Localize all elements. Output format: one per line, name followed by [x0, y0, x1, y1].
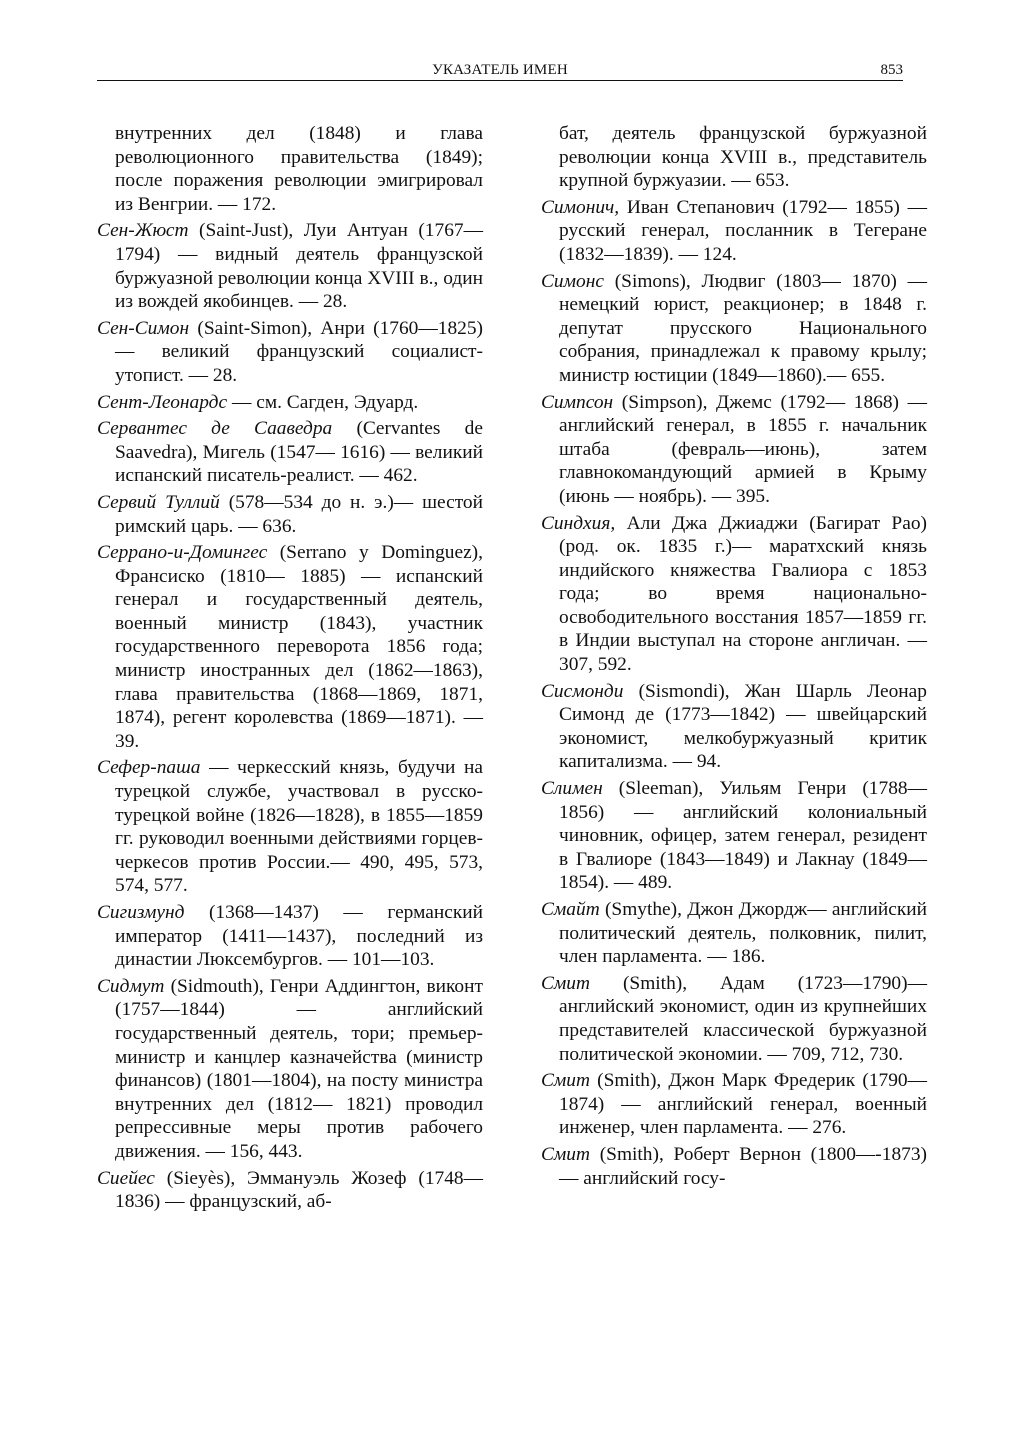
- entry-name: Сервий Туллий: [97, 491, 220, 513]
- entry-name: Симпсон: [541, 391, 614, 413]
- entry-text: (Cervantes de Saavedra), Мигель (1547— 1616) — великий испанский писатель-реалист. — 462.: [115, 418, 483, 487]
- entry-name: Смайт: [541, 899, 600, 920]
- index-entry: [541, 512, 927, 677]
- entry-name: Симонич,: [541, 196, 620, 218]
- index-entry: [541, 122, 927, 193]
- entry-name: Смит: [541, 972, 591, 994]
- entry-text: (Saint-Just), Луи Антуан (1767—1794) — видный деятель французской буржуазной революции конца XVIII в., один из вождей якобинцев. — 28.: [115, 220, 483, 313]
- entry-name: Сигизмунд: [97, 902, 185, 923]
- entry-name: Симонс: [541, 270, 604, 292]
- left-column: [97, 122, 483, 1217]
- entry-text: Али Джа Джиаджи (Багират Рао) (род. ок. 1835 г.)— маратхский князь индийского княжества Гвалиора с 1853 года; во время национально-освободительного восстания 1857—1859 гг. в Индии выступал на стороне англичан. — 307, 592.: [559, 512, 927, 676]
- running-header: [97, 60, 903, 81]
- entry-name: Сервантес де Сааведра: [97, 418, 333, 440]
- entry-text: (Smith), Роберт Вернон (1800—-1873) — английский госу-: [559, 1143, 927, 1189]
- index-entry: [541, 972, 927, 1066]
- entry-text: (Saint-Simon), Анри (1760—1825) — великий французский социалист-утопист. — 28.: [115, 317, 483, 386]
- entry-name: Синдхия,: [541, 512, 616, 534]
- index-entry: [541, 777, 927, 895]
- page-number: 853: [880, 62, 903, 78]
- index-entry: [97, 541, 483, 753]
- entry-name: Сидмут: [97, 975, 165, 997]
- index-entry: [97, 756, 483, 898]
- entry-text: Иван Степанович (1792— 1855) — русский генерал, посланник в Тегеране (1832—1839). — 124.: [559, 196, 927, 265]
- entry-text: — черкесский князь, будучи на турецкой службе, участвовал в русско-турецкой войне (1826—1828), в 1855—1859 гг. руководил военными действиями горцев-черкесов против России.— 490, 495, 573, 574, 577.: [115, 757, 483, 897]
- entry-name: Сен-Симон: [97, 317, 190, 339]
- entry-name: Сент-Леонардс: [97, 391, 228, 413]
- index-entry: [97, 122, 483, 216]
- index-entry: [97, 219, 483, 313]
- index-entry: [541, 680, 927, 774]
- entry-text: — см. Сагден, Эдуард.: [231, 391, 419, 413]
- entry-name: Слимен: [541, 778, 603, 800]
- index-entry: [97, 1167, 483, 1214]
- index-entry: [97, 391, 483, 415]
- index-entry: [97, 901, 483, 972]
- entry-text: бат, деятель французской буржуазной революции конца XVIII в., представитель крупной буржуазии. — 653.: [559, 123, 927, 192]
- entry-text: внутренних дел (1848) и глава революционного правительства (1849); после поражения революции эмигрировал из Венгрии. — 172.: [115, 123, 483, 215]
- index-entry: [97, 491, 483, 538]
- entry-text: (Sleeman), Уильям Генри (1788—1856) — английский колониальный чиновник, офицер, затем генерал, резидент в Гвалиоре (1843—1849) и Лакнау (1849— 1854). — 489.: [559, 778, 927, 894]
- index-entry: [541, 898, 927, 969]
- entry-text: (Smith), Джон Марк Фредерик (1790—1874) — английский генерал, военный инженер, член парламента. — 276.: [559, 1070, 927, 1139]
- entry-text: (Sismondi), Жан Шарль Леонар Симонд де (1773—1842) — швейцарский экономист, мелкобуржуазный критик капитализма. — 94.: [559, 680, 927, 773]
- index-entry: [541, 1143, 927, 1190]
- entry-text: (Serrano y Dominguez), Франсиско (1810— 1885) — испанский генерал и государственный деятель, военный министр (1843), участник государственного переворота 1856 года; министр иностранных дел (1862—1863), глава правительства (1868—1869, 1871, 1874), регент королевства (1869—1871). — 39.: [115, 542, 483, 752]
- index-entry: [541, 270, 927, 388]
- entry-text: (Simons), Людвиг (1803— 1870) — немецкий юрист, реакционер; в 1848 г. депутат прусского Национального собрания, принадлежал к правому крылу; министр юстиции (1849—1860).— 655.: [559, 270, 927, 386]
- entry-name: Сефер-паша: [97, 757, 201, 779]
- entry-name: Сен-Жюст: [97, 220, 189, 242]
- entry-name: Сисмонди: [541, 680, 624, 702]
- entry-name: Серрано-и-Домингес: [97, 542, 268, 564]
- entry-name: Смит: [541, 1143, 591, 1165]
- header-title: УКАЗАТЕЛЬ ИМЕН: [432, 62, 568, 78]
- entry-text: (Simpson), Джемс (1792— 1868) — английский генерал, в 1855 г. начальник штаба (февраль—июнь), затем главнокомандующий армией в Крыму (июнь — ноябрь). — 395.: [559, 391, 927, 507]
- right-column: [541, 122, 927, 1193]
- entry-name: Смит: [541, 1070, 591, 1092]
- entry-text: (Smith), Адам (1723—1790)— английский экономист, один из крупнейших представителей классической буржуазной политической экономии. — 709, 712, 730.: [559, 972, 927, 1065]
- index-entry: [541, 391, 927, 509]
- index-entry: [541, 196, 927, 267]
- entry-text: (1368—1437) — германский император (1411—1437), последний из династии Люксембургов. — 101—103.: [115, 902, 483, 971]
- entry-name: Сиейес: [97, 1167, 155, 1189]
- entry-text: (Sidmouth), Генри Аддингтон, виконт (1757—1844) — английский государственный деятель, тори; премьер-министр и канцлер казначейства (министр финансов) (1801—1804), на посту министра внутренних дел (1812— 1821) проводил репрессивные меры против рабочего движения. — 156, 443.: [115, 975, 483, 1162]
- entry-text: (Sieyès), Эммануэль Жозеф (1748—1836) — французский, аб-: [115, 1167, 483, 1213]
- index-entry: [97, 975, 483, 1164]
- entry-text: (Smythe), Джон Джордж— английский политический деятель, полковник, пилит, член парламента. — 186.: [559, 899, 927, 968]
- index-entry: [541, 1069, 927, 1140]
- index-entry: [97, 417, 483, 488]
- entry-text: (578—534 до н. э.)— шестой римский царь. — 636.: [115, 491, 483, 537]
- index-entry: [97, 317, 483, 388]
